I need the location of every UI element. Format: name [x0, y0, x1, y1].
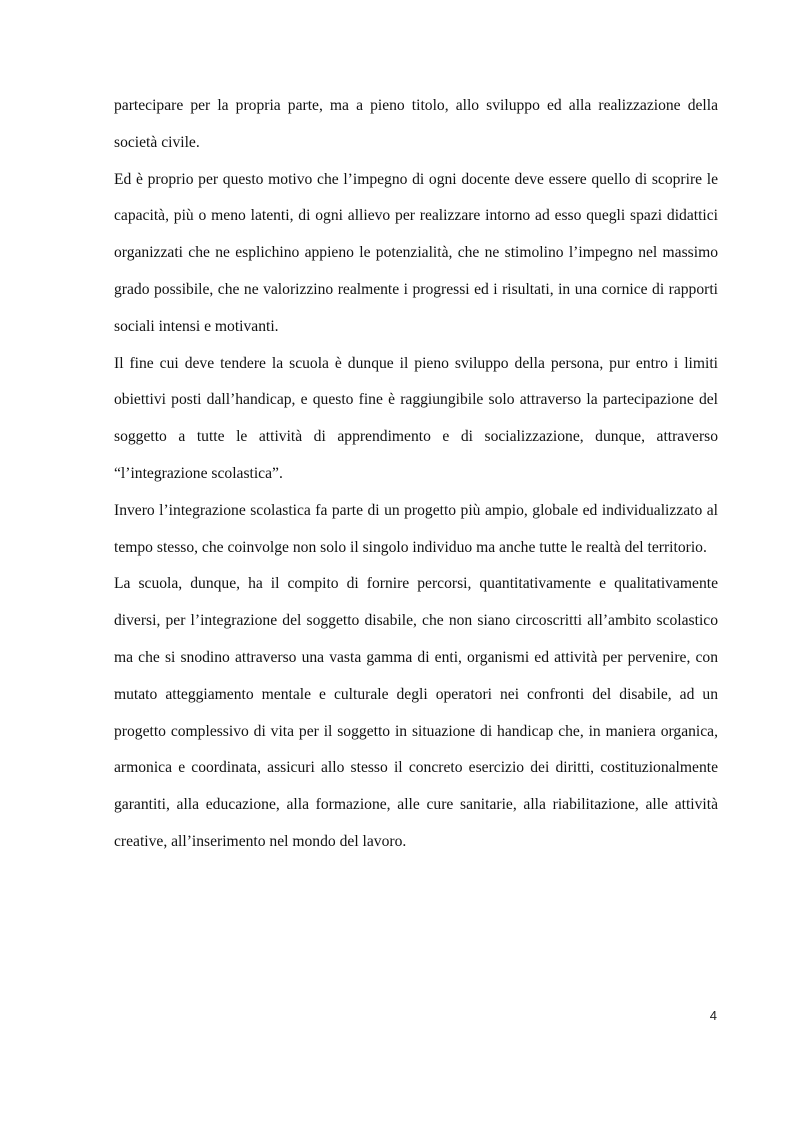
paragraph-5: La scuola, dunque, ha il compito di fornire percorsi, quantitativamente e qualitativamente diversi, per l’integrazione del soggetto disabile, che non siano circoscritti all’ambito scolastico ma che si snodino attraverso una vasta gamma di enti, organismi ed attività per pervenire, con mutato atteggiamento mentale e culturale degli operatori nei confronti del disabile, ad un progetto complessivo di vita per il soggetto in situazione di handicap che, in maniera organica, armonica e coordinata, assicuri allo stesso il concreto esercizio dei diritti, costituzionalmente garantiti, alla educazione, alla formazione, alle cure sanitarie, alla riabilitazione, alle attività creative, all’inserimento nel mondo del lavoro.: [114, 575, 718, 850]
page-number: 4: [709, 1008, 717, 1023]
document-body: [114, 88, 718, 861]
paragraph-4: Invero l’integrazione scolastica fa parte di un progetto più ampio, globale ed individualizzato al tempo stesso, che coinvolge non solo il singolo individuo ma anche tutte le realtà del territorio.: [114, 501, 718, 556]
paragraph-3: Il fine cui deve tendere la scuola è dunque il pieno sviluppo della persona, pur entro i limiti obiettivi posti dall’handicap, e questo fine è raggiungibile solo attraverso la partecipazione del soggetto a tutte le attività di apprendimento e di socializzazione, dunque, attraverso “l’integrazione scolastica”.: [114, 354, 718, 482]
paragraph-1: partecipare per la propria parte, ma a pieno titolo, allo sviluppo ed alla realizzazione della società civile.: [114, 97, 718, 151]
paragraph-2: Ed è proprio per questo motivo che l’impegno di ogni docente deve essere quello di scoprire le capacità, più o meno latenti, di ogni allievo per realizzare intorno ad esso quegli spazi didattici organizzati che ne esplichino appieno le potenzialità, che ne stimolino l’impegno nel massimo grado possibile, che ne valorizzino realmente i progressi ed i risultati, in una cornice di rapporti sociali intensi e motivanti.: [114, 170, 718, 335]
